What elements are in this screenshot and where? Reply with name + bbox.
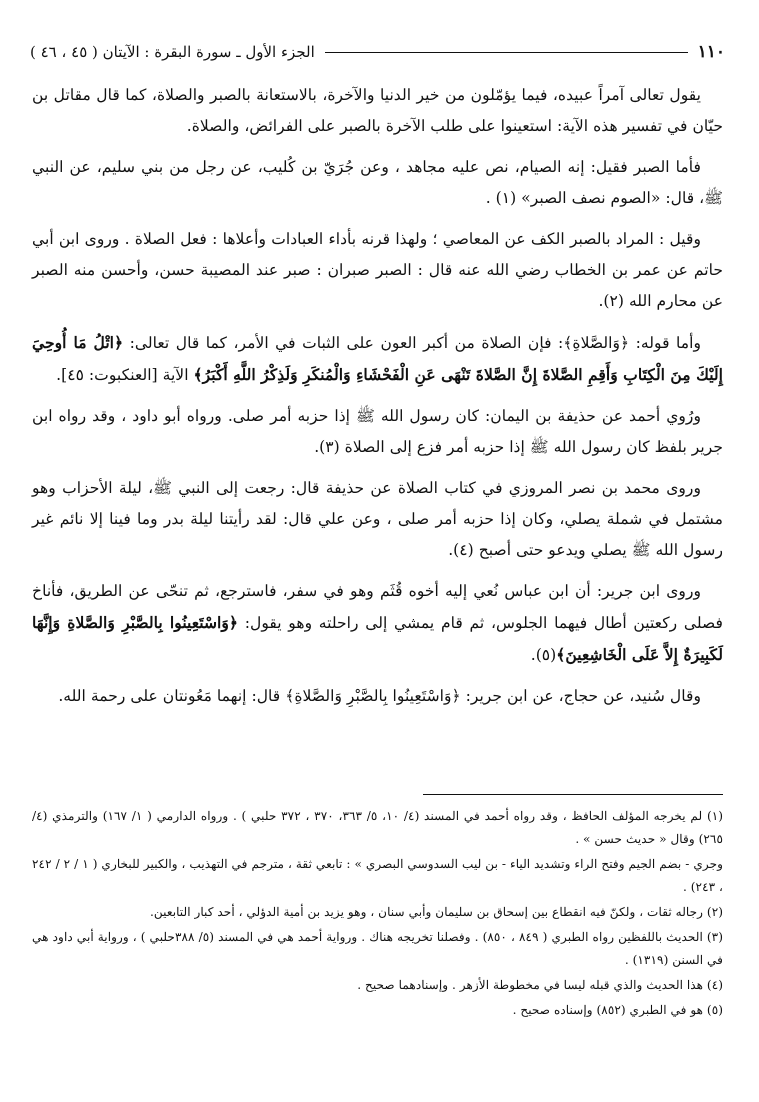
quran-verse: ﴿وَاسْتَعِينُوا بِالصَّبْرِ وَالصَّلاةِ وَإِنَّهَا لَكَبِيرَةٌ إِلاَّ عَلَى الْخَاشِعِينَ﴾ bbox=[32, 613, 723, 664]
paragraph: وقال سُنيد، عن حجاج، عن ابن جرير: ﴿وَاسْتَعِينُوا بِالصَّبْرِ وَالصَّلاةِ﴾ قال: إنهما مَعُونتان على رحمة الله. bbox=[58, 687, 701, 705]
paragraph-text: وروى ابن جرير: أن ابن عباس نُعي إليه أخوه قُثَم وهو في سفر، فاسترجع، ثم تنحّى عن الطريق، فأناخ فصلى ركعتين أطال فيهما الجلوس، ثم قام يمشي إلى راحلته وهو يقول: bbox=[32, 582, 723, 632]
paragraph bbox=[32, 327, 723, 391]
paragraph-text: وأما قوله: ﴿وَالصَّلاةِ﴾: فإن الصلاة من أكبر العون على الثبات في الأمر، كما قال تعالى: bbox=[129, 334, 701, 352]
paragraph: ورُوي أحمد عن حذيفة بن اليمان: كان رسول الله ﷺ إذا حزبه أمر صلى. ورواه أبو داود ، وقد رواه ابن جرير بلفظ كان رسول الله ﷺ إذا حزبه أمر فزع إلى الصلاة (٣). bbox=[32, 407, 723, 456]
footnote-separator bbox=[423, 794, 723, 795]
footnote: (٥) هو في الطبري (٨٥٢) وإسناده صحيح . bbox=[512, 1003, 723, 1017]
running-title: الجزء الأول ـ سورة البقرة : الآيتان ( ٤٥ ، ٤٦ ) bbox=[30, 43, 315, 61]
paragraph: يقول تعالى آمراً عبيده، فيما يؤمّلون من خير الدنيا والآخرة، بالاستعانة بالصبر والصلاة، كما قال مقاتل بن حيّان في تفسير هذه الآية: استعينوا على طلب الآخرة بالصبر على الفرائض، والصلاة. bbox=[32, 86, 723, 135]
verse-reference: [العنكبوت: ٤٥]. bbox=[56, 366, 158, 384]
verse-trailer: الآية bbox=[162, 366, 194, 384]
footnote-marker: (٥). bbox=[530, 646, 557, 664]
paragraph: وقيل : المراد بالصبر الكف عن المعاصي ؛ ولهذا قرنه بأداء العبادات وأعلاها : فعل الصلاة . وروى ابن أبي حاتم عن عمر بن الخطاب رضي الله عنه قال : الصبر صبران : صبر عند المصيبة حسن، وأحسن منه الصبر عن محارم الله (٢). bbox=[32, 230, 723, 310]
paragraph bbox=[32, 576, 723, 671]
footnote: (٤) هذا الحديث والذي قبله ليسا في مخطوطة الأزهر . وإسنادهما صحيح . bbox=[357, 978, 723, 992]
footnotes bbox=[32, 805, 723, 1024]
footnote: (٢) رجاله ثقات ، ولكنّ فيه انقطاع بين إسحاق بن سليمان وأبي سنان ، وهو يزيد بن أمية الدؤلي ، أحد كبار التابعين. bbox=[149, 905, 723, 919]
page-number: ١١٠ bbox=[697, 42, 725, 62]
paragraph: فأما الصبر فقيل: إنه الصيام، نص عليه مجاهد ، وعن جُرَيّ بن كُليب، عن رجل من بني سليم، عن النبي ﷺ، قال: «الصوم نصف الصبر» (١) . bbox=[32, 158, 723, 207]
footnote: (٣) الحديث باللفظين رواه الطبري ( ٨٤٩ ، ٨٥٠) . وفصلنا تخريجه هناك . ورواية أحمد هي في المسند (٥/ ٣٨٨حلبي ) ، ورواية أبي داود هي في السنن (١٣١٩) . bbox=[32, 930, 723, 967]
paragraph: وروى محمد بن نصر المروزي في كتاب الصلاة عن حذيفة قال: رجعت إلى النبي ﷺ، ليلة الأحزاب وهو مشتمل في شملة يصلي، وكان إذا حزبه أمر صلى ، وعن علي قال: لقد رأيتنا ليلة بدر وما فينا إلا نائم غير رسول الله ﷺ يصلي ويدعو حتى أصبح (٤). bbox=[32, 479, 723, 559]
page-header bbox=[30, 40, 725, 64]
footnote: وجري - بضم الجيم وفتح الراء وتشديد الياء - بن ليب السدوسي البصري » : تابعي ثقة ، مترجم في التهذيب ، والكبير للبخاري ( ١ / ٢ / ٢٤٢ ، ٢٤٣) . bbox=[32, 857, 724, 894]
header-rule bbox=[325, 52, 688, 53]
footnote: (١) لم يخرجه المؤلف الحافظ ، وقد رواه أحمد في المسند (٤/ ١٠، ٥/ ٣٦٣، ٣٧٠ ، ٣٧٢ حلبي ) . ورواه الدارمي ( ١/ ١٦٧) والترمذي (٤/ ٢٦٥) وقال « حديث حسن » . bbox=[32, 809, 724, 846]
main-text bbox=[32, 80, 723, 722]
quran-verse: ﴿اتْلُ مَا أُوحِيَ إِلَيْكَ مِنَ الْكِتَابِ وَأَقِمِ الصَّلاةَ إِنَّ الصَّلاةَ تَنْهَى عَنِ الْفَحْشَاءِ وَالْمُنكَرِ وَلَذِكْرُ اللَّهِ أَكْبَرُ﴾ bbox=[32, 333, 723, 384]
